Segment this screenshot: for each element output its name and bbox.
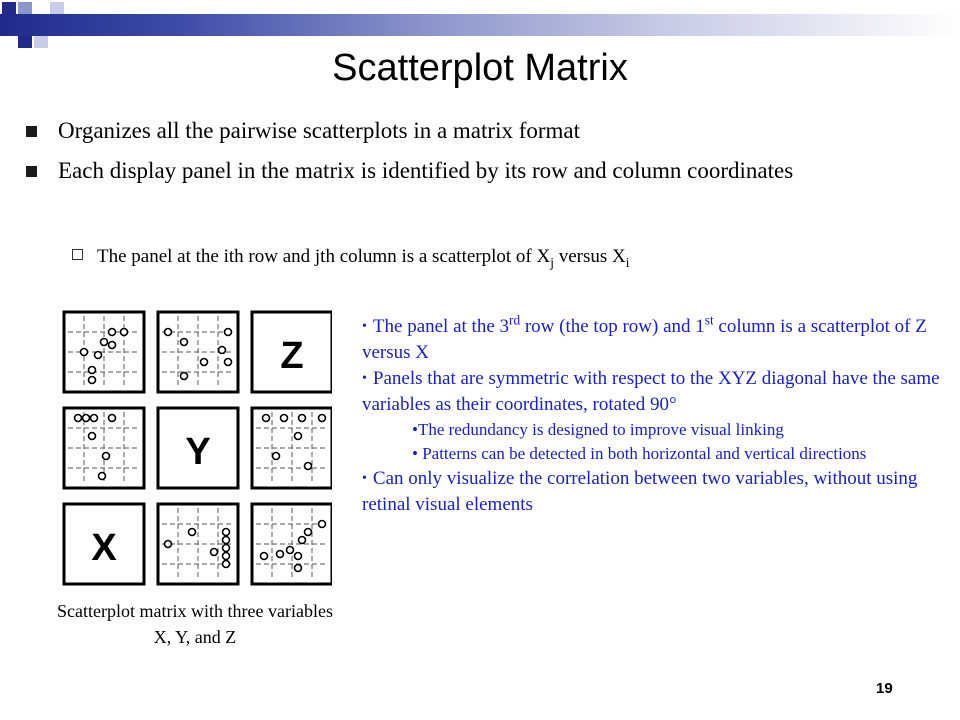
dot-bullet-icon: • [362, 319, 367, 334]
notes-panel [362, 314, 952, 518]
sub-bullet [72, 244, 629, 270]
panel-x-vs-y [158, 504, 238, 584]
bullet-item [22, 116, 942, 146]
panel-y-label [158, 408, 238, 488]
bullet-text: Organizes all the pairwise scatterplots in a matrix format [58, 118, 581, 143]
panel-y-vs-z [252, 408, 332, 488]
panel-x-label [64, 504, 144, 584]
matrix-label-x: X [91, 527, 117, 569]
square-bullet-icon [26, 126, 37, 137]
note-limitation: • Can only visualize the correlation between two variables, without using retinal visual elements [362, 468, 918, 515]
matrix-caption: Scatterplot matrix with three variables X, Y, and Z [57, 601, 333, 647]
note-redundancy: •The redundancy is designed to improve visual linking [412, 420, 784, 439]
main-bullet-list [22, 116, 942, 196]
scatterplot-matrix-diagram [62, 310, 332, 590]
square-bullet-icon [26, 166, 37, 177]
bullet-item [22, 156, 942, 186]
dot-bullet-icon: • [412, 420, 418, 439]
page-number: 19 [876, 680, 893, 697]
note-panel-position: • The panel at the 3rd row (the top row) and 1st column is a scatterplot of Z versus X [362, 312, 927, 363]
bullet-text: Each display panel in the matrix is identified by its row and column coordinates [58, 158, 794, 183]
sub-bullet-subscript-j: j [550, 254, 554, 270]
panel-z-label [252, 312, 332, 392]
sub-bullet-text-1: The panel at the ith row and jth column is a scatterplot of X [97, 246, 551, 267]
dot-bullet-icon: • [362, 371, 367, 386]
sub-bullet-subscript-i: i [625, 254, 630, 270]
panel-y-vs-x [64, 408, 144, 488]
panel-z-vs-y [158, 312, 238, 392]
title-gradient-bar [0, 14, 960, 36]
panel-z-vs-x [64, 312, 144, 392]
panel-x-vs-z [252, 504, 332, 584]
matrix-label-y: Y [185, 431, 211, 473]
note-symmetric-panels: • Panels that are symmetric with respect to the XYZ diagonal have the same variables as their coordinates, rotated 90° [362, 368, 940, 415]
slide-title: Scatterplot Matrix [332, 47, 628, 89]
matrix-label-z: Z [280, 335, 304, 377]
dot-bullet-icon: • [362, 471, 367, 486]
sub-bullet-text-2: versus X [553, 246, 626, 267]
hollow-square-bullet-icon [72, 249, 83, 260]
note-patterns: • Patterns can be detected in both horizontal and vertical directions [412, 444, 867, 463]
dot-bullet-icon: • [412, 444, 423, 463]
